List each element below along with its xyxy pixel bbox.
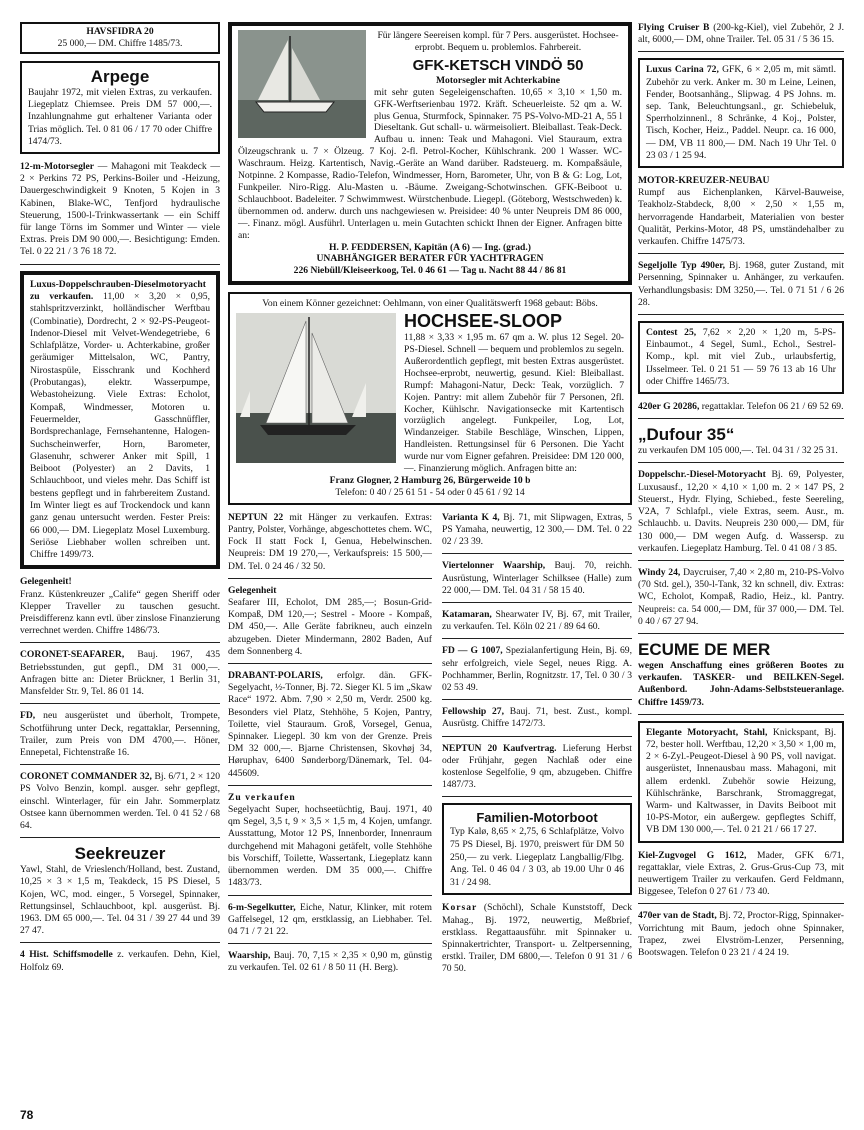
ad-text: Bj. 1968, guter Zustand, mit Persenning, Spinnaker u. Anhänger, zu verkaufen. Verhandlungsbasis: DM 3250,—. Tel. 0 71 51 / 6 26 28.	[638, 260, 844, 308]
ad-text: Bauj. 71, best. Zust., kompl. Ausrüstg. Chiffre 1472/73.	[442, 706, 633, 730]
ad-title: Contest 25,	[646, 327, 697, 339]
ad-text: neu ausgerüstet und überholt, Trompete, Schotführung unter Deck, regattaklar, Persenning, Trailer, zum Preis von DM 4700,—. Höner, Ennepetal, Fichtenstraße 16.	[20, 710, 221, 758]
ad-title: Gelegenheit	[228, 584, 277, 596]
ad-text: mit sehr guten Segeleigenschaften. 10,65 × 3,10 × 1,50 m. GFK-Werftserienbau 1972. Kräft. Scheuerleiste. 52 qm a. W. plus Genua, Sturmfock, Spinnaker. 75 PS-Volvo-MD-21 A, 55 l Dieseltank. Gut schall- u. wärmeisoliert. Bleiballast. Teak-Deck. Aufbau u. innen: Teak und Mahagoni. Viel Stauraum, extra Ölzeugschrank u. 7 × Ölzeug. 7 Koj. 2-fl. Petrol-Kocher, Kühlschrank. 200 l Wasser. WC-Waschraum. Heizg. Kartentisch, Navig.-Geräte an Wand darüber. Radsteuerg. m. Kompaßsäule, Notpinne. 2 Kompasse, Radio-Telefon, Windmesser, Horn, Barometer, Uhr, von B & G: Log, Lot, Funkpeiler. Niro-Rigg. Alu-Masten u. -Bäume. Zweigang-Schotwinschen. GFK-Beiboot u. Schlauchboot. Badeleiter. 7 Schwimmwest. Würstchenbude. Liegepl. (Göteborg, Westschweden) k. übernommen od. anderw. durch uns nachgewiesen w. Preisidee: 40 % unter Neupreis DM 86 000,—. Finanz. mögl. Ausführl. Unterlagen u. mein Gutachten schickt Ihnen der Eigner. Anfragen bitte an:	[238, 86, 622, 241]
ad-text: Yawl, Stahl, de Vrieslench/Holland, best. Zustand, 10,25 × 3 × 1,5 m, Teakdeck, 15 PS Diesel, 5 Kojen, WC, mod. einger., 5 Vorsegel, Spinnaker, Rettungsinsel, Schlauchboot, kpl. ausgerüst. Bj. 1963. DM 65 000,—. Tel. 04 31 / 39 27 44 und 39 27 47.	[20, 864, 220, 937]
ad-text: 25 000,— DM. Chiffre 1485/73.	[57, 38, 183, 49]
ad-title: FD — G 1007,	[442, 645, 503, 657]
contact-line: Franz Glogner, 2 Hamburg 26, Bürgerweide 10 b	[329, 475, 531, 486]
ad-coronet-seafarer	[20, 649, 220, 704]
ad-title: CORONET COMMANDER 32,	[20, 771, 152, 783]
boat-photo	[236, 313, 396, 463]
ad-viertelonner	[442, 560, 632, 603]
ad-varianta	[442, 512, 632, 555]
ad-vindo-50	[228, 22, 632, 285]
ad-text: — Mahagoni mit Teakdeck — 2 × Perkins 72 PS, Perkins-Boiler und -Heizung, Dauergeschwindigkeit 9 Knoten, 5 Kojen in 3 Kabinen, Blake-WC, Tenfjord hydraulische Steuerung, 1500-l-Trinkwassertank — ein Schiff für lange Törns im Sommer und Winter — viele Extras. Preis DM 90 000,—. Besichtigung: Emden. Tel. 0 22 21 / 3 76 18 72.	[20, 161, 220, 258]
ad-text: regattaklar. Telefon 06 21 / 69 52 69.	[701, 401, 844, 413]
ad-title: NEPTUN 20 Kaufvertrag.	[442, 742, 557, 754]
ad-katamaran	[442, 609, 632, 639]
ad-title: Kiel-Zugvogel G 1612,	[638, 849, 747, 861]
ad-title: HOCHSEE-SLOOP	[404, 311, 563, 332]
ad-title: FD,	[20, 710, 36, 722]
ad-text: mit Hänger zu verkaufen. Extras: Pantry, Polster, Vorhänge, abgeschottetes chem. WC, Fock II statt Fock I, Genua, Hebelwinschen. Neupreis: DM 19 270,—, Verkaufspreis: 15 500,— DM. Tel. 0 24 46 / 32 50.	[228, 511, 432, 572]
column-left	[20, 22, 220, 985]
ad-title: Korsar	[442, 902, 478, 914]
ad-title: NEPTUN 22	[228, 511, 284, 523]
contact-line: Telefon: 0 40 / 25 61 51 - 54 oder 0 45 61 / 92 14	[335, 486, 525, 498]
ad-text: Bauj. 70, reichh. Ausrüstung, Winterlager Schilksee (Halle) zum 22 000,— DM. Tel. 04 31 / 58 15 40.	[442, 560, 632, 596]
ad-title: Viertelonner Waarship,	[442, 560, 546, 572]
ad-fd	[20, 710, 220, 765]
ad-title: Luxus-Doppelschrauben-Dieselmotoryacht zu verkaufen.	[30, 278, 206, 302]
ad-flying-cruiser	[638, 22, 844, 52]
ad-title: 6-m-Segelkutter,	[228, 901, 296, 913]
column-middle	[228, 22, 632, 987]
ad-text: Bj. 6/71, 2 × 120 PS Volvo Benzin, kompl. ausger. sehr gepflegt, einschl. Winterlager, für ein Jahr. Sommerplatz Ostsee kann übernommen werden. Tel. 0 41 52 / 68 64.	[20, 771, 220, 831]
ad-kiel-zugvogel	[638, 850, 844, 905]
ad-title: HAVSFIDRA 20	[86, 26, 154, 37]
ad-text: 11,00 × 3,20 × 0,95, stahlspritzverzinkt, holländischer Werftbau (Combinatie), Dordrecht, 2 × 92-PS-Peugeot-Indenor-Diesel mit Velvet-Wendegetriebe, 6 Schlafplätze, Vorder- u. Achterkabine, großer geräumiger Mittelsalon, WC, Pantry, Nirostaspüle, Eisschrank und Kochherd (Probutangas), elektr. Wasserpumpe, Webastoheizung. Viele Extras: Echolot, Kompaß, Windmesser, Motoren u. Feuermelder, Gasschnüffler, Bordsprechanlage, Fernsehantenne, Halogen-Suchscheinwerfer, Horn, Barometer, Glasenuhr, schwerer Anker mit Spill, 1 Beiboot (Polyester) an 2 Davits, 1 Schlauchboot, und vieles mehr. Das Schiff ist bestens gepflegt und in fahrbereitem Zustand. Im Winter liegt es auf Trockendock und kann ganz genau untersucht werden. Fester Preis: 66 000,— DM. Liegeplatz Mosel Luxemburg. Seriöse Liebhaber wollen schreiben unt. Chiffre 1499/73.	[30, 290, 210, 561]
ad-gelegenheit	[20, 576, 220, 643]
ad-text: Bauj. 70, 7,15 × 2,35 × 0,90 m, günstig zu verkaufen. Tel. 02 61 / 8 50 11 (H. Berg).	[228, 950, 432, 974]
ad-text: z. verkaufen. Dehn, Kiel, Holfolz 69.	[20, 949, 220, 973]
ad-text: (200-kg-Kiel), viel Zubehör, 2 J. alt, 6000,— DM, ohne Trailer. Tel. 05 31 / 5 36 15.	[638, 22, 844, 46]
ad-text: Rumpf aus Eichenplanken, Kärvel-Bauweise, Teakholz-Stabdeck, 8,00 × 2,50 × 1,55 m, hervorragende Handarbeit, Materialien von bester Qualität, Perkins-Motor, 48 PS, umständehalber zu verkaufen. Chiffre 1475/73.	[638, 187, 844, 248]
ad-title: Elegante Motoryacht, Stahl,	[646, 726, 768, 738]
ad-title: Windy 24,	[638, 566, 681, 578]
ad-coronet-commander	[20, 771, 220, 838]
ad-intro: Von einem Könner gezeichnet: Oehlmann, von einer Qualitätswerft 1968 gebaut: Böbs.	[262, 298, 598, 310]
ad-doppelschr-motoryacht	[638, 469, 844, 560]
ad-schiffsmodelle	[20, 949, 220, 978]
ad-text: Mader, GFK 6/71, regattaklar, viele Extras, 2. Grus-Grus-Cup 73, mit neuwertigem Trailer zu verkaufen. Gerd Feldmann, Biggesee, Telefon 0 27 61 / 73 40.	[638, 849, 845, 898]
ad-text: Spezialanfertigung Hein, Bj. 69, sehr erfolgreich, viele Segel, neues Rigg. A. Pochhammer, Berlin, Rognitzstr. 17, Tel. 0 30 / 3 02 53 49.	[442, 645, 632, 694]
ad-luxus-carina	[638, 58, 844, 168]
ad-title: 4 Hist. Schiffsmodelle	[20, 949, 113, 961]
ad-title: Waarship,	[228, 950, 271, 962]
ad-familien-motorboot	[442, 803, 632, 895]
ad-havsfidra	[20, 22, 220, 54]
ad-title: GFK-KETSCH VINDÖ 50	[412, 56, 584, 74]
ad-text: erfolgr. dän. GFK-Segelyacht, ½-Tonner, Bj. 72. Sieger Kl. 5 im „Skaw Race“ 1972. Abm. 7,90 × 2,50 m, Verdr. 2500 kg. Besonders viel Platz, Stehhöhe, 5 Kojen, Pantry, Toilette, viel Stauraum. Groß, Vorsegel, Genua, Spinnaker. Liegepl. 30 km von der Grenze. Preis DM 32 000,—. Bjarne Christensen, Skovhøj 34, Høruphav, 6400 Sønderborg/Dänemark, Tel. 04-445609.	[228, 670, 433, 779]
ad-korsar	[442, 902, 632, 980]
ad-title: Luxus Carina 72,	[646, 64, 719, 76]
ad-segeljolle	[638, 260, 844, 315]
ad-hochsee-sloop	[228, 292, 632, 505]
subcolumn-left	[228, 512, 432, 987]
ad-text: Bj. 69, Polyester, Luxusausf., 12,20 × 4,10 × 1,00 m. 2 × 147 PS, 2 Steuerst., Hydr. Flying, Schiebed., feste Seereling, V2A, 7 Schlafpl., viele Extras, seem. Ausr., m. Schlauchb. u. Davits. Neupreis 230 000,— DM, für 130 000,— DM wegen Aufg. d. Wassersp. zu verkaufen. Liegeplatz Hamburg. Tel. 0 41 08 / 3 85.	[638, 469, 844, 554]
ad-title: Varianta K 4,	[442, 511, 500, 523]
ad-text: 7,62 × 2,20 × 1,20 m, 5-PS-Einbaumot., 4 Segel, Suml., Echol., Sestrel-Komp., kpl. mit viel Zub., urlaubsfertig, IJsselmeer. Tel. 0 21 51 — 59 76 13 ab 16 Uhr oder Chiffre 1465/73.	[646, 327, 836, 387]
ad-neptun-20	[442, 743, 632, 798]
ad-gelegenheit-2	[228, 585, 432, 664]
ad-title: Familien-Motorboot	[476, 810, 598, 826]
ad-text: Segelyacht Super, hochseetüchtig, Bauj. 1971, 40 qm Segel, 3,5 t, 9 × 3,5 × 1,5 m, 4 Kojen, umfangr. Ausstattung, Motor 12 PS, Innenborder, Innenraum durchgehend mit Mahagoni getäfelt, volle Stehhöhe bis Vorschiff, Toilette, Wassertank, Liegeplatz kann übernommen werden. DM 35 000,—. Chiffre 1483/73.	[228, 804, 432, 889]
middle-subcolumns	[228, 512, 632, 987]
contact-line: UNABHÄNGIGER BERATER FÜR YACHTFRAGEN	[316, 253, 544, 265]
ad-title: MOTOR-KREUZER-NEUBAU	[638, 175, 770, 187]
ad-text: GFK, 6 × 2,05 m, mit sämtl. Zubehör zu verk. Anker m. 30 m Leine, Leinen, Fender, Bootsanhäng., Slipwag. 4 PS Johns. m. sep. Tank, Beleuchtungsanl., gr. Schiebeluk, Sperrholzinnenl., 8 Schränke, 4 Koj., Polster, Tisch, Kocher, Heiz., Paddel. Neupr. ca. 16 000,— DM, VB 11 800,— DM. Nach 19 Uhr Tel. 0 23 03 / 1 25 94.	[646, 64, 836, 161]
ad-contest-25	[638, 321, 844, 394]
column-right	[638, 22, 844, 970]
ad-seekreuzer	[20, 844, 220, 943]
ad-title: „Dufour 35“	[638, 425, 735, 445]
ad-text: Bj. 71, mit Slipwagen, Extras, 5 PS Yamaha, neuwertig, 12 300,— DM. Tel. 0 22 02 / 23 39.	[442, 511, 632, 548]
ad-drabant-polaris	[228, 670, 432, 786]
ad-text: Bauj. 1967, 435 Betriebsstunden, gut gepfl., DM 31 000,—. Anfragen bitte an: Dieter Brückner, 1 Berlin 31, Mansfelder Str. 9, Tel. 86 01 14.	[20, 649, 220, 698]
ad-text: zu verkaufen DM 105 000,—. Tel. 04 31 / 32 25 31.	[638, 445, 838, 457]
ad-intro: Für längere Seereisen kompl. für 7 Pers. ausgerüstet. Hochsee-erprobt. Bequem u. problemlos. Fahrbereit.	[377, 30, 619, 53]
page-number: 78	[20, 1108, 34, 1122]
ad-title: CORONET-SEAFARER,	[20, 649, 125, 661]
ad-title: 470er van de Stadt,	[638, 910, 717, 922]
subcolumn-right	[442, 512, 632, 987]
ad-text: Baujahr 1972, mit vielen Extras, zu verkaufen. Liegeplatz Chiemsee. Preis DM 57 000,—. Inzahlungnahme gut erhaltener Varianta oder Trias möglich. Tel. 0 81 06 / 17 70 oder Chiffre 1474/73.	[28, 87, 212, 147]
ad-text: 11,88 × 3,33 × 1,95 m. 67 qm a. W. plus 12 Segel. 20-PS-Diesel. Schnell — bequem und problemlos zu segeln. Außerordentlich gepflegt, mit besten Extras ausgerüstet. Hochsee-erprobt, neuwertig, gesund. Kiel: Bleiballast. Rumpf: Mahagoni-Natur, Deck: Teak, vorzüglich. 7 Kojen. Pantry: mit allem Zubehör für 7 Personen, 2fl. Kocher, Kühlschr. Navigationsecke mit Kartentisch vorzüglich angelegt. Funkpeiler, Log, Lot, Windanzeiger. Stabile Beschläge, Winschen, Lippen, Handleisten. Rettungsinsel für 6 Personen. Die Yacht wurde nur vom Eigner gefahren. Preisidee: DM 120 000,—. Finanzierung möglich. Anfragen bitte an:	[404, 332, 624, 475]
ad-text: wegen Anschaffung eines größeren Bootes zu verkaufen. TASKER- und BEILKEN-Segel. Außenbord. John-Adams-Selbststeueranlage. Chiffre 1459/73.	[638, 659, 844, 708]
ad-zu-verkaufen	[228, 792, 432, 896]
sailboat-photo-icon	[238, 30, 366, 138]
ad-text: Lieferung Herbst oder Frühjahr, gegen Nachlaß oder eine kostenlose Segelfolie, 9 qm, abzugeben. Chiffre 1487/73.	[442, 742, 632, 791]
ad-title: Gelegenheit!	[20, 576, 72, 588]
ad-dufour-35	[638, 425, 844, 463]
ad-motor-kreuzer	[638, 175, 844, 254]
ad-text: Shearwater IV, Bj. 67, mit Trailer, zu verkaufen. Tel. Köln 02 21 / 89 64 60.	[442, 609, 632, 633]
ad-text: Bj. 72, Proctor-Rigg, Spinnaker-Vorrichtung mit Baum, jedoch ohne Spinnaker, Trapez, zwei Elvström-Lenzer, Persenning, Bootswagen. Telefon 0 23 21 / 4 24 19.	[638, 910, 844, 958]
ad-elegante-motoryacht	[638, 721, 844, 843]
ad-text: Eiche, Natur, Klinker, mit rotem Gaffelsegel, 12 qm, erstklassig, an Liebhaber. Tel. 04 71 / 7 21 22.	[228, 901, 432, 937]
contact-line: 226 Niebüll/Kleiseerkoog, Tel. 0 46 61 — Tag u. Nacht 88 44 / 86 81	[293, 265, 567, 277]
sailboat-photo-icon	[236, 313, 396, 463]
ad-title: Zu verkaufen	[228, 791, 296, 803]
contact-line: H. P. FEDDERSEN, Kapitän (A 6) — Ing. (grad.)	[329, 241, 531, 253]
ad-title: Seekreuzer	[74, 844, 166, 864]
ad-text: (Schöchl), Schale Kunststoff, Deck Mahag., Bj. 1972, neuwertig, Meßbrief, erstklass. Regattaausführ. mit Spinnaker u. Spinnakertrichter, Transport- u. Zeltpersenning, erstkl. Trailer, DM 6800,—. Telefon 0 91 31 / 6 70 50.	[442, 902, 632, 975]
ad-arpege	[20, 61, 220, 154]
ad-motorsegler	[20, 161, 220, 265]
ad-text: Seafarer III, Echolot, DM 285,—; Bosun-Grid-Kompaß, DM 120,—; Sestrel - Moore - Kompaß, DM 450,—. Alle Geräte fabrikneu, auch einzeln abzugeben. Dieter Mindermann, 2802 Baden, Auf dem Sonnenberg 4.	[228, 597, 432, 657]
ad-title: DRABANT-POLARIS,	[228, 670, 323, 682]
ad-title: 420er G 20286,	[638, 401, 700, 413]
ad-waarship	[228, 950, 432, 979]
ad-title: Segeljolle Typ 490er,	[638, 260, 726, 272]
ad-text: Franz. Küstenkreuzer „Calife“ gegen Sheriff oder Klepper Traveller zu tauschen gesucht. Preisdifferenz kann evtl. über zinslose Finanzierung verrechnet werden. Chiffre 1486/73.	[20, 588, 220, 637]
ad-ecume-de-mer	[638, 640, 844, 715]
boat-photo	[238, 30, 366, 138]
ad-title: Katamaran,	[442, 609, 492, 621]
ad-title: 12-m-Motorsegler	[20, 161, 95, 173]
ad-title: Fellowship 27,	[442, 706, 505, 718]
ad-title: ECUME DE MER	[638, 639, 771, 659]
ad-windy-24	[638, 567, 844, 634]
ad-subtitle: Motorsegler mit Achterkabine	[436, 74, 560, 86]
ad-title: Flying Cruiser B	[638, 22, 710, 33]
ad-420er	[638, 401, 844, 419]
ad-title: Doppelschr.-Diesel-Motoryacht	[638, 469, 766, 481]
ad-fellowship	[442, 706, 632, 736]
ad-470er-van-de-stadt	[638, 910, 844, 964]
ad-segelkutter	[228, 902, 432, 945]
ad-neptun-22	[228, 512, 432, 579]
ad-text: Knickspant, Bj. 72, bester holl. Werftbau, 12,20 × 3,50 × 1,00 m, 2 × 6-Zyl.-Peugeot-Diesel à 90 PS, voll navigat. ausgerüstet, Innenausbau mass. Mahagoni, mit allem erdenkl. Zubehör sowie Heizung, Kühlschränke, Barschrank, Stromaggregat, Warm- und Kaltwasser, in Davits Beiboot mit 10-PS-Motor, ein außergew. gepflegtes Schiff, VB DM 130 000,—. Tel. 0 21 21 / 66 17 27.	[646, 726, 836, 836]
ad-text: Daycruiser, 7,40 × 2,80 m, 210-PS-Volvo (70 Std. gel.), 350-l-Tank, 32 kn schnell, div. Extras: WC, Echolot, Kompaß, Radio, Heiz., kl. Pantry. Neupreis: ca. 54 000,— DM, für 37 000,— DM. Tel. 0 40 / 67 27 94.	[638, 566, 845, 627]
ad-fd-g-1007	[442, 645, 632, 700]
ad-luxus-motoryacht	[20, 271, 220, 570]
ad-text: Typ Kalø, 8,65 × 2,75, 6 Schlafplätze, Volvo 75 PS Diesel, Bj. 1970, preiswert für DM 50 250,— zu verk. Liegeplatz Langballig/Flbg. Ang. Tel. 0 46 04 / 3 03, ab 19.00 Uhr 0 46 31 / 24 98.	[450, 826, 624, 888]
ad-title: Arpege	[90, 67, 150, 86]
